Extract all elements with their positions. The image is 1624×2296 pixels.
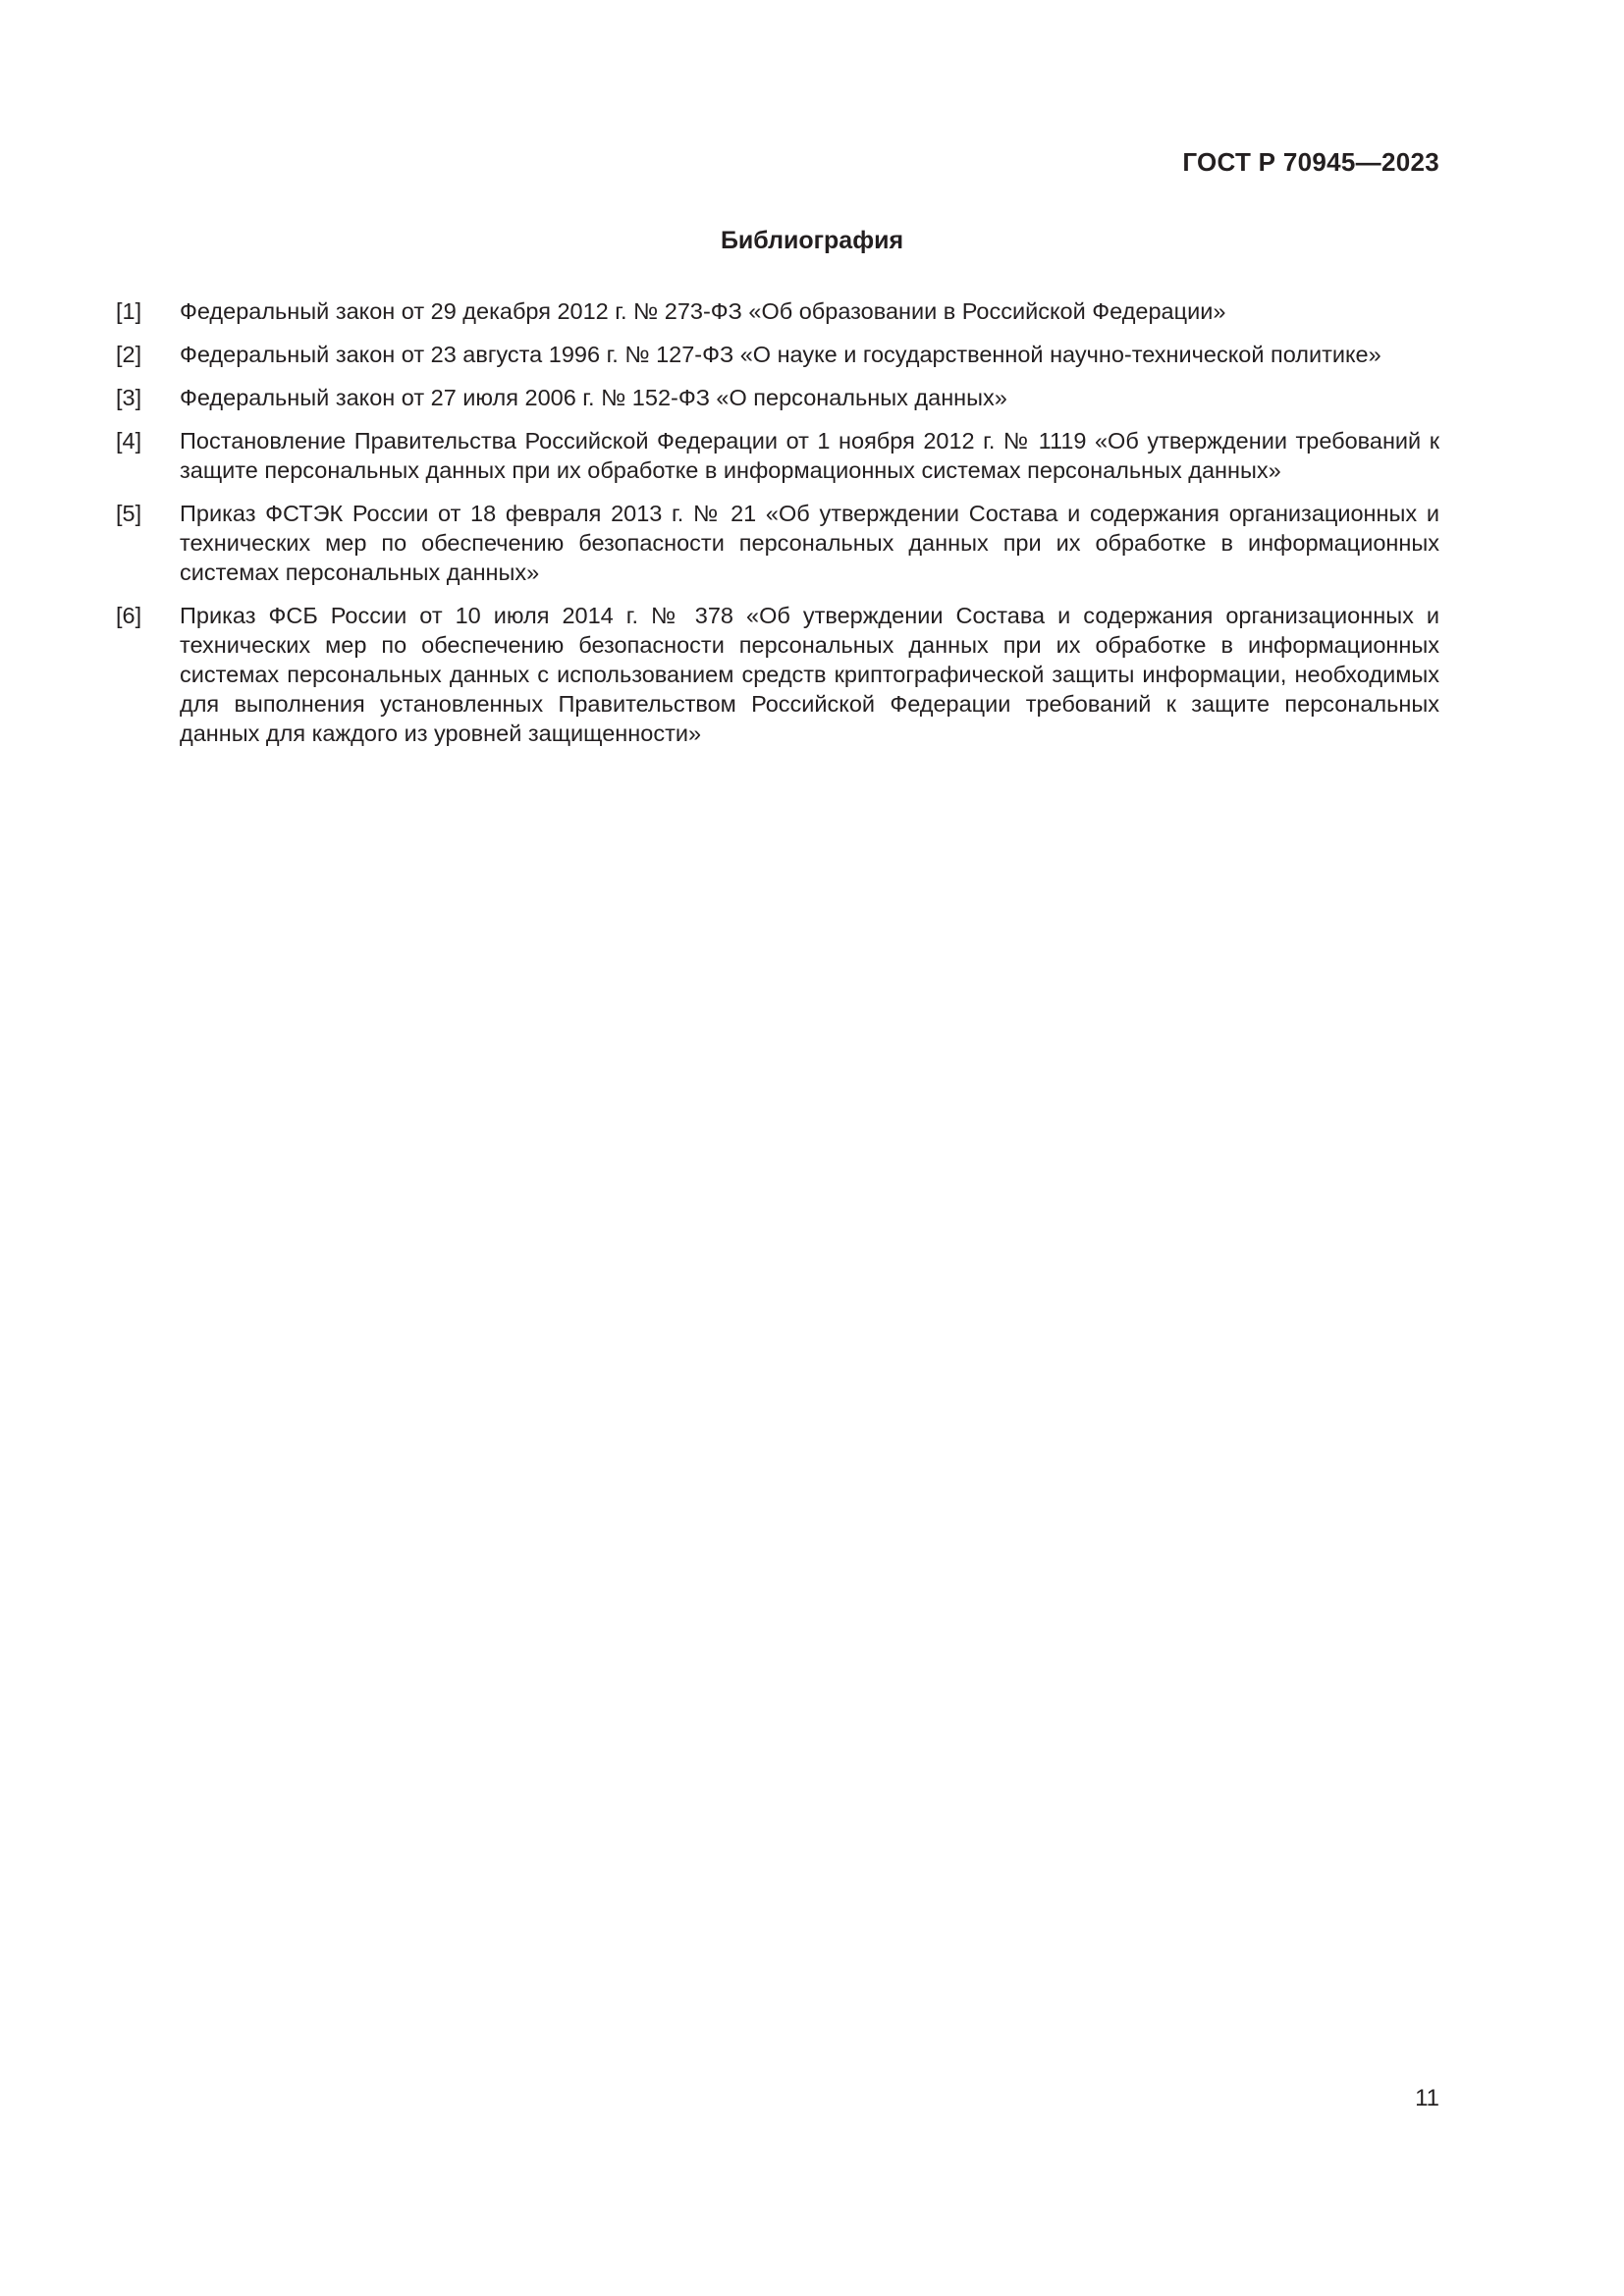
entry-number: [5] bbox=[116, 501, 142, 526]
entry-text: Федеральный закон от 27 июля 2006 г. № 152-ФЗ «О персональных данных» bbox=[180, 385, 1007, 410]
entry-text: Приказ ФСБ России от 10 июля 2014 г. № 378 «Об утверждении Состава и содержания организационных и технических мер по обеспечению безопасности персональных данных при их обработке в информационных системах персональных данных с использованием средств криптографической защиты информации, необходимых для выполнения установленных Правительством Российской Федерации требований к защите персональных данных для каждого из уровней защищенности» bbox=[180, 603, 1439, 746]
bibliography-list bbox=[116, 296, 1439, 762]
entry-number: [4] bbox=[116, 428, 142, 454]
bibliography-entry bbox=[116, 426, 1439, 485]
entry-number: [3] bbox=[116, 385, 142, 410]
document-code: ГОСТ Р 70945—2023 bbox=[1182, 147, 1439, 177]
page-number: 11 bbox=[1415, 2085, 1439, 2111]
entry-text: Приказ ФСТЭК России от 18 февраля 2013 г. № 21 «Об утверждении Состава и содержания организационных и технических мер по обеспечению безопасности персональных данных при их обработке в информационных системах персональных данных» bbox=[180, 501, 1439, 585]
entry-text: Федеральный закон от 23 августа 1996 г. № 127-ФЗ «О науке и государственной научно-технической политике» bbox=[180, 342, 1381, 367]
entry-number: [1] bbox=[116, 298, 142, 324]
bibliography-entry bbox=[116, 383, 1439, 412]
entry-number: [2] bbox=[116, 342, 142, 367]
bibliography-entry bbox=[116, 340, 1439, 369]
bibliography-entry bbox=[116, 296, 1439, 326]
bibliography-entry bbox=[116, 601, 1439, 748]
entry-text: Федеральный закон от 29 декабря 2012 г. № 273-ФЗ «Об образовании в Российской Федерации» bbox=[180, 298, 1226, 324]
entry-text: Постановление Правительства Российской Федерации от 1 ноября 2012 г. № 1119 «Об утверждении требований к защите персональных данных при их обработке в информационных системах персональных данных» bbox=[180, 428, 1439, 483]
bibliography-entry bbox=[116, 499, 1439, 587]
section-title: Библиография bbox=[720, 227, 904, 254]
entry-number: [6] bbox=[116, 603, 142, 628]
